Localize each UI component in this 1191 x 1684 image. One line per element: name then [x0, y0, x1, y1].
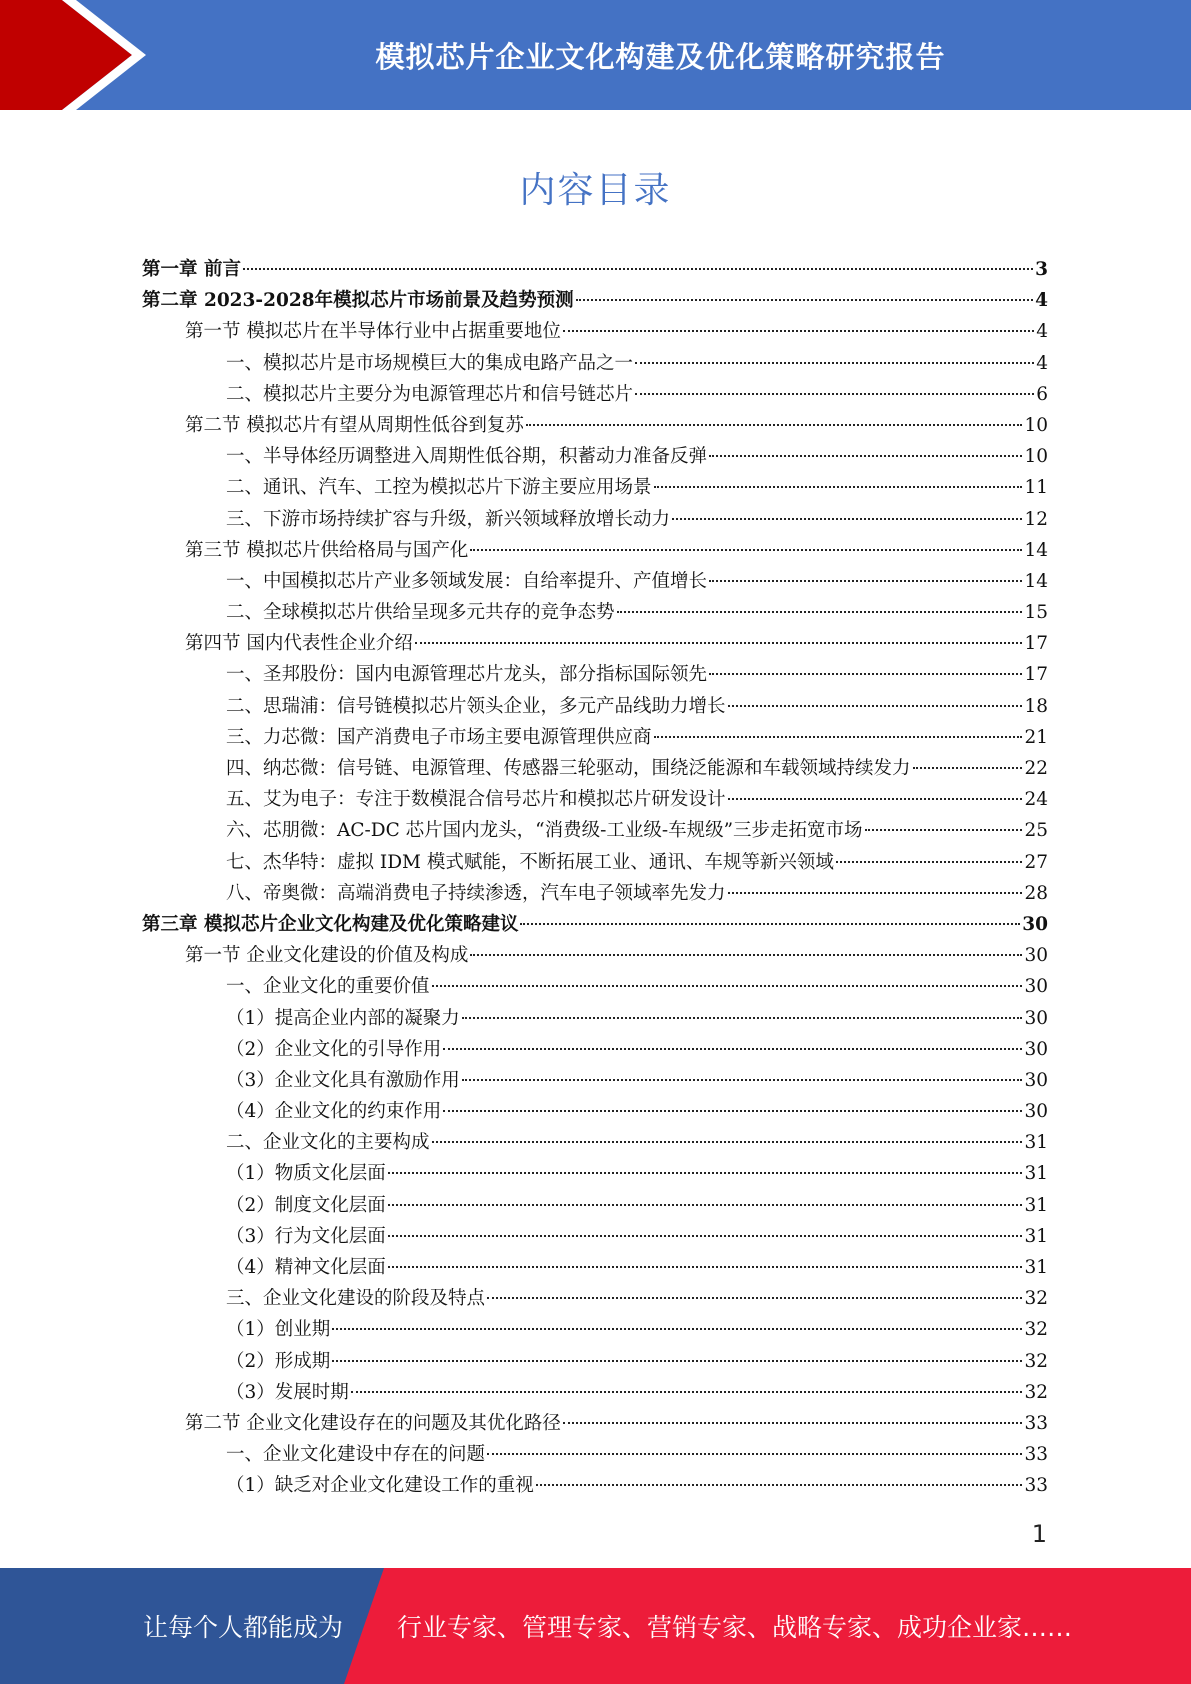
toc-dot-leader: [351, 1391, 1023, 1393]
toc-entry[interactable]: [142, 410, 1048, 441]
toc-entry-page: 22: [1024, 758, 1048, 779]
toc-entry-page: 15: [1024, 602, 1048, 624]
toc-dot-leader: [520, 923, 1020, 925]
toc-entry-page: 10: [1024, 414, 1048, 436]
toc-entry-title: 二、通讯、汽车、工控为模拟芯片下游主要应用场景: [226, 477, 652, 499]
toc-entry-page: 30: [1022, 913, 1048, 935]
toc-dot-leader: [526, 424, 1023, 426]
toc-dot-leader: [487, 1453, 1022, 1455]
toc-entry-page: 31: [1024, 1257, 1048, 1278]
toc-entry-page: 4: [1036, 352, 1048, 374]
header-band: [0, 0, 1191, 110]
toc-entry[interactable]: [142, 784, 1048, 815]
toc-entry[interactable]: [142, 597, 1048, 628]
toc-entry-title: （2）制度文化层面: [226, 1194, 386, 1216]
toc-entry-title: 五、艾为电子：专注于数模混合信号芯片和模拟芯片研发设计: [226, 789, 726, 811]
toc-entry[interactable]: [142, 909, 1048, 940]
footer-slogan-left: 让每个人都能成为: [143, 1613, 344, 1642]
toc-entry-title: 三、下游市场持续扩容与升级，新兴领域释放增长动力: [226, 508, 671, 530]
toc-entry[interactable]: [142, 1190, 1048, 1221]
toc-entry-page: 14: [1024, 570, 1048, 592]
toc-dot-leader: [487, 1297, 1022, 1299]
toc-entry-title: 第三章 模拟芯片企业文化构建及优化策略建议: [142, 913, 519, 935]
toc-entry[interactable]: [142, 847, 1048, 878]
toc-entry[interactable]: [142, 254, 1048, 285]
toc-entry[interactable]: [142, 1408, 1048, 1439]
toc-dot-leader: [388, 1204, 1023, 1206]
toc-entry[interactable]: [142, 504, 1048, 535]
toc-entry[interactable]: [142, 1470, 1048, 1501]
toc-entry-page: 6: [1036, 383, 1048, 405]
toc-dot-leader: [635, 362, 1034, 364]
toc-entry[interactable]: [142, 815, 1048, 846]
toc-entry-title: （3）发展时期: [226, 1381, 349, 1403]
toc-entry-title: 第四节 国内代表性企业介绍: [185, 633, 413, 655]
toc-entry[interactable]: [142, 1377, 1048, 1408]
toc-dot-leader: [654, 486, 1023, 488]
toc-entry[interactable]: [142, 1158, 1048, 1189]
toc-entry-title: 第一节 企业文化建设的价值及构成: [185, 945, 469, 967]
toc-entry[interactable]: [142, 1283, 1048, 1314]
toc-entry-title: 一、半导体经历调整进入周期性低谷期，积蓄动力准备反弹: [226, 446, 708, 468]
toc-entry-page: 4: [1035, 290, 1048, 312]
toc-entry-title: 六、芯朋微：AC-DC 芯片国内龙头，“消费级-工业级-车规级”三步走拓宽市场: [226, 820, 863, 842]
toc-entry-page: 33: [1024, 1475, 1048, 1497]
toc-entry-title: （1）物质文化层面: [226, 1163, 386, 1185]
toc-entry-page: 32: [1024, 1288, 1048, 1310]
toc-entry-title: 三、企业文化建设的阶段及特点: [226, 1288, 486, 1310]
toc-entry[interactable]: [142, 1314, 1048, 1345]
table-of-contents: [142, 254, 1048, 1502]
footer-slogan-right: 行业专家、管理专家、营销专家、战略专家、成功企业家……: [397, 1613, 1073, 1642]
toc-entry[interactable]: [142, 1096, 1048, 1127]
toc-entry-title: （3）企业文化具有激励作用: [226, 1069, 460, 1091]
toc-entry[interactable]: [142, 1003, 1048, 1034]
toc-entry-page: 32: [1024, 1319, 1048, 1341]
toc-entry-title: 一、圣邦股份：国内电源管理芯片龙头，部分指标国际领先: [226, 664, 708, 686]
toc-entry[interactable]: [142, 691, 1048, 722]
toc-entry-title: 第一节 模拟芯片在半导体行业中占据重要地位: [185, 321, 561, 343]
toc-entry-page: 21: [1024, 726, 1048, 748]
toc-entry-title: （3）行为文化层面: [226, 1225, 386, 1247]
toc-entry-title: 三、力芯微：国产消费电子市场主要电源管理供应商: [226, 726, 652, 748]
toc-entry-page: 30: [1024, 1101, 1048, 1123]
toc-heading: 内容目录: [519, 170, 672, 211]
toc-entry-page: 12: [1024, 508, 1048, 530]
toc-entry[interactable]: [142, 940, 1048, 971]
toc-entry-title: 第二节 企业文化建设存在的问题及其优化路径: [185, 1412, 561, 1434]
toc-entry-page: 31: [1024, 1132, 1048, 1154]
toc-entry-title: 一、企业文化的重要价值: [226, 976, 430, 998]
toc-entry[interactable]: [142, 348, 1048, 379]
toc-dot-leader: [388, 1266, 1023, 1268]
toc-entry[interactable]: [142, 566, 1048, 597]
toc-entry[interactable]: [142, 1127, 1048, 1158]
toc-entry[interactable]: [142, 1034, 1048, 1065]
toc-entry-page: 10: [1024, 446, 1048, 468]
toc-entry-title: 七、杰华特：虚拟 IDM 模式赋能，不断拓展工业、通讯、车规等新兴领域: [226, 851, 834, 873]
toc-entry-page: 24: [1024, 789, 1048, 811]
toc-dot-leader: [728, 705, 1023, 707]
toc-entry-title: （1）提高企业内部的凝聚力: [226, 1007, 460, 1029]
toc-dot-leader: [332, 1328, 1022, 1330]
toc-dot-leader: [654, 736, 1023, 738]
toc-entry-title: （2）企业文化的引导作用: [226, 1038, 442, 1060]
toc-entry-title: （2）形成期: [226, 1350, 331, 1372]
toc-entry-title: 第三节 模拟芯片供给格局与国产化: [185, 539, 469, 561]
toc-dot-leader: [617, 611, 1023, 613]
toc-entry-title: 一、模拟芯片是市场规模巨大的集成电路产品之一: [226, 352, 634, 374]
toc-entry-title: （4）精神文化层面: [226, 1257, 386, 1278]
toc-dot-leader: [470, 954, 1022, 956]
toc-dot-leader: [635, 393, 1034, 395]
toc-dot-leader: [728, 798, 1023, 800]
toc-entry[interactable]: [142, 535, 1048, 566]
toc-dot-leader: [388, 1172, 1023, 1174]
toc-entry[interactable]: [142, 285, 1048, 316]
toc-entry[interactable]: [142, 753, 1048, 784]
toc-entry-page: 32: [1024, 1381, 1048, 1403]
toc-entry-title: （1）缺乏对企业文化建设工作的重视: [226, 1475, 534, 1497]
toc-entry-page: 30: [1024, 1007, 1048, 1029]
header-chevron-shape: [0, 0, 160, 110]
toc-entry[interactable]: [142, 441, 1048, 472]
toc-entry-title: 二、模拟芯片主要分为电源管理芯片和信号链芯片: [226, 383, 634, 405]
toc-entry-page: 4: [1036, 321, 1048, 343]
toc-entry-page: 33: [1024, 1412, 1048, 1434]
toc-dot-leader: [836, 861, 1023, 863]
toc-entry[interactable]: [142, 1252, 1048, 1283]
toc-entry-title: （4）企业文化的约束作用: [226, 1101, 442, 1123]
toc-entry-page: 17: [1024, 664, 1048, 686]
toc-entry-title: 二、思瑞浦：信号链模拟芯片领头企业，多元产品线助力增长: [226, 695, 726, 717]
toc-dot-leader: [462, 1017, 1023, 1019]
toc-entry-page: 28: [1024, 882, 1048, 904]
toc-dot-leader: [443, 1110, 1022, 1112]
toc-dot-leader: [415, 642, 1023, 644]
toc-entry[interactable]: [142, 722, 1048, 753]
toc-entry-page: 32: [1024, 1350, 1048, 1372]
toc-entry-page: 11: [1024, 477, 1048, 499]
toc-entry-page: 31: [1024, 1163, 1048, 1185]
toc-dot-leader: [913, 767, 1023, 769]
toc-entry-title: 一、企业文化建设中存在的问题: [226, 1444, 486, 1466]
toc-dot-leader: [470, 549, 1022, 551]
toc-entry[interactable]: [142, 971, 1048, 1002]
toc-entry[interactable]: [142, 379, 1048, 410]
toc-entry-title: 第二节 模拟芯片有望从周期性低谷到复苏: [185, 414, 524, 436]
toc-entry[interactable]: [142, 1221, 1048, 1252]
toc-entry-title: 四、纳芯微：信号链、电源管理、传感器三轮驱动，围绕泛能源和车载领域持续发力: [226, 758, 911, 779]
toc-entry[interactable]: [142, 1439, 1048, 1470]
toc-entry-title: 二、企业文化的主要构成: [226, 1132, 430, 1154]
toc-entry-page: 30: [1024, 1038, 1048, 1060]
toc-dot-leader: [332, 1360, 1022, 1362]
toc-dot-leader: [388, 1235, 1023, 1237]
toc-entry-page: 30: [1024, 1069, 1048, 1091]
toc-entry-page: 27: [1024, 851, 1048, 873]
toc-entry-page: 14: [1024, 539, 1048, 561]
report-title: 模拟芯片企业文化构建及优化策略研究报告: [375, 39, 946, 74]
toc-entry-page: 25: [1024, 820, 1048, 842]
footer-band: [0, 1568, 1191, 1684]
toc-entry-page: 3: [1035, 259, 1048, 280]
toc-dot-leader: [432, 1141, 1023, 1143]
toc-dot-leader: [536, 1484, 1023, 1486]
toc-dot-leader: [563, 1422, 1023, 1424]
toc-entry-page: 33: [1024, 1444, 1048, 1466]
toc-entry-page: 31: [1024, 1194, 1048, 1216]
toc-entry-title: （1）创业期: [226, 1319, 331, 1341]
toc-entry[interactable]: [142, 316, 1048, 347]
toc-entry[interactable]: [142, 1065, 1048, 1096]
toc-dot-leader: [865, 829, 1023, 831]
toc-dot-leader: [462, 1079, 1023, 1081]
toc-entry[interactable]: [142, 659, 1048, 690]
toc-entry-page: 31: [1024, 1225, 1048, 1247]
toc-dot-leader: [563, 330, 1034, 332]
toc-entry[interactable]: [142, 878, 1048, 909]
page-number: 1: [1031, 1520, 1047, 1548]
toc-dot-leader: [672, 518, 1022, 520]
toc-entry[interactable]: [142, 628, 1048, 659]
toc-entry[interactable]: [142, 1346, 1048, 1377]
toc-entry-title: 第一章 前言: [142, 259, 241, 280]
toc-entry-page: 18: [1024, 695, 1048, 717]
toc-entry-page: 17: [1024, 633, 1048, 655]
toc-dot-leader: [432, 985, 1023, 987]
toc-dot-leader: [728, 892, 1023, 894]
toc-dot-leader: [709, 673, 1022, 675]
toc-dot-leader: [709, 455, 1022, 457]
toc-entry-page: 30: [1024, 976, 1048, 998]
toc-dot-leader: [709, 580, 1022, 582]
toc-entry[interactable]: [142, 472, 1048, 503]
toc-entry-title: 二、全球模拟芯片供给呈现多元共存的竞争态势: [226, 602, 615, 624]
toc-dot-leader: [576, 299, 1034, 301]
toc-dot-leader: [443, 1048, 1022, 1050]
toc-entry-title: 一、中国模拟芯片产业多领域发展：自给率提升、产值增长: [226, 570, 708, 592]
toc-entry-title: 八、帝奥微：高端消费电子持续渗透，汽车电子领域率先发力: [226, 882, 726, 904]
toc-entry-page: 30: [1024, 945, 1048, 967]
toc-dot-leader: [243, 268, 1033, 270]
toc-entry-title: 第二章 2023-2028年模拟芯片市场前景及趋势预测: [142, 290, 574, 312]
